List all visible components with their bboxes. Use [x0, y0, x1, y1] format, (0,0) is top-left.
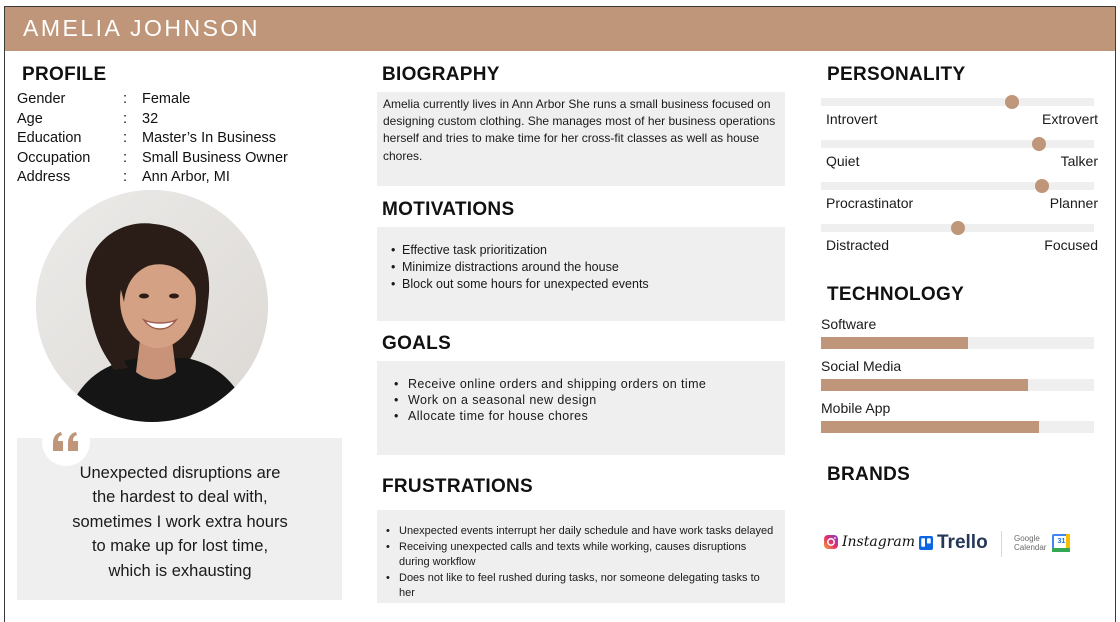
list-item: • Allocate time for house chores — [394, 408, 706, 424]
profile-label: Age — [17, 111, 43, 127]
personality-slider-track — [821, 224, 1094, 232]
tech-label: Social Media — [821, 358, 902, 374]
brand-name-line: Google — [1014, 534, 1040, 543]
calendar-day: 31 — [1057, 538, 1066, 545]
trait-left-label: Quiet — [826, 153, 860, 169]
profile-label: Education — [17, 130, 82, 146]
trait-right-label: Planner — [1049, 195, 1098, 211]
biography-text: Amelia currently lives in Ann Arbor She runs a small business focused on designing custom clothing. She manages most of her business operations herself and tries to make time for her cross-fit classes as well as house chores. — [383, 97, 776, 163]
profile-label: Address — [17, 169, 71, 185]
profile-heading: PROFILE — [22, 64, 107, 85]
profile-separator: : — [123, 111, 128, 127]
persona-name: AMELIA JOHNSON — [23, 15, 260, 41]
frustrations-heading: FRUSTRATIONS — [382, 476, 534, 497]
profile-value: Master’s In Business — [142, 130, 277, 146]
motivations-heading: MOTIVATIONS — [382, 199, 515, 220]
quote-mark-icon — [51, 431, 81, 453]
brands-heading: BRANDS — [827, 464, 911, 485]
list-item: • Does not like to feel rushed during tasks, nor someone delegating tasks to her — [386, 571, 778, 602]
tech-bar-fill — [821, 379, 1028, 391]
tech-bar-track — [821, 379, 1094, 391]
persona-photo — [36, 190, 268, 422]
quote-line: the hardest to deal with, — [92, 488, 268, 507]
tech-bar-fill — [821, 337, 968, 349]
personality-heading: PERSONALITY — [827, 64, 966, 85]
profile-separator: : — [123, 169, 128, 185]
persona-quote — [30, 461, 330, 583]
tech-bar-fill — [821, 421, 1039, 433]
brand-name: Trello — [937, 532, 988, 553]
trait-left-label: Distracted — [826, 237, 890, 253]
trait-left-label: Introvert — [826, 111, 878, 127]
personality-slider-knob — [1005, 95, 1019, 109]
brand-instagram — [823, 534, 915, 550]
list-item: • Receiving unexpected calls and texts while working, causes disruptions during workflow — [386, 540, 778, 571]
quote-line: sometimes I work extra hours — [72, 512, 288, 531]
brand-name — [1014, 534, 1046, 552]
trait-right-label: Extrovert — [1041, 111, 1098, 127]
profile-value: Small Business Owner — [142, 150, 288, 166]
personality-slider-track — [821, 98, 1094, 106]
list-item: • Effective task prioritization — [391, 242, 649, 259]
google-calendar-icon — [1052, 534, 1070, 552]
quote-line: which is exhausting — [108, 561, 252, 580]
header-bar — [5, 7, 1115, 51]
brand-trello — [919, 532, 988, 554]
personality-slider-knob — [951, 221, 965, 235]
trait-right-label: Talker — [1060, 153, 1098, 169]
quote-badge — [42, 418, 90, 466]
list-item: • Minimize distractions around the house — [391, 259, 649, 276]
tech-bar-track — [821, 337, 1094, 349]
motivations-list — [391, 242, 649, 293]
instagram-icon — [823, 534, 839, 550]
list-item: • Unexpected events interrupt her daily schedule and have work tasks delayed — [386, 524, 778, 540]
goals-list — [394, 376, 706, 424]
list-item: • Block out some hours for unexpected events — [391, 276, 649, 293]
list-item: • Receive online orders and shipping orders on time — [394, 376, 706, 392]
profile-value: Ann Arbor, MI — [142, 169, 230, 185]
profile-value: Female — [142, 91, 191, 107]
quote-line: Unexpected disruptions are — [79, 464, 281, 482]
trello-icon — [919, 536, 933, 550]
calendar-stripe — [1052, 548, 1070, 552]
biography-heading: BIOGRAPHY — [382, 64, 500, 85]
tech-label: Mobile App — [821, 400, 891, 416]
personality-slider-track — [821, 140, 1094, 148]
frustrations-list — [386, 524, 778, 602]
brand-name-line: Calendar — [1014, 543, 1047, 552]
personality-slider-track — [821, 182, 1094, 190]
profile-separator: : — [123, 130, 128, 146]
profile-label: Gender — [17, 91, 66, 107]
brand-google-calendar — [1014, 534, 1070, 552]
tech-label: Software — [821, 316, 877, 332]
profile-separator: : — [123, 150, 128, 166]
trait-right-label: Focused — [1044, 237, 1098, 253]
technology-heading: TECHNOLOGY — [827, 284, 965, 305]
profile-separator: : — [123, 91, 128, 107]
brand-name: Instagram — [842, 534, 915, 550]
list-item: • Work on a seasonal new design — [394, 392, 706, 408]
profile-label: Occupation — [17, 150, 91, 166]
goals-heading: GOALS — [382, 333, 452, 354]
profile-value: 32 — [142, 111, 159, 127]
trait-left-label: Procrastinator — [826, 195, 914, 211]
quote-line: to make up for lost time, — [91, 537, 269, 556]
tech-bar-track — [821, 421, 1094, 433]
brand-divider — [1001, 531, 1002, 557]
portrait-illustration — [36, 190, 268, 422]
